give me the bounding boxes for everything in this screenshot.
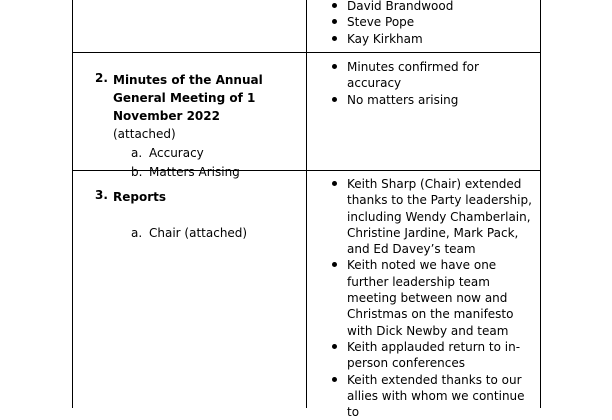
agenda-item-3	[113, 188, 303, 243]
table-border-left	[72, 0, 73, 408]
agenda-item-title: Minutes of the Annual General Meeting of 1 November 2022	[113, 73, 263, 123]
list-item: Keith noted we have one further leadership team meeting between now and Christmas on the manifesto with Dick Newby and team	[328, 257, 533, 338]
table-column-divider	[306, 0, 307, 408]
subitem-text: Accuracy	[149, 146, 204, 160]
agenda-item-2	[113, 71, 303, 182]
table-border-right	[540, 0, 541, 408]
subitem-label: b.	[131, 165, 143, 179]
attendee-list-cell	[328, 0, 533, 47]
subitem-text: Chair (attached)	[149, 226, 248, 240]
attendee-list	[328, 0, 533, 47]
item-2-notes	[328, 59, 533, 108]
agenda-subitems	[113, 144, 303, 182]
item-2-notes-cell	[328, 59, 533, 108]
list-item	[113, 144, 303, 163]
subitem-label: a.	[131, 146, 143, 160]
agenda-item-number: 3.	[95, 188, 108, 202]
list-item: Keith applauded return to in-person conferences	[328, 339, 533, 372]
agenda-subitems	[113, 224, 303, 243]
agenda-item-note: (attached)	[113, 127, 176, 141]
subitem-text: Matters Arising	[149, 165, 240, 179]
list-item	[113, 224, 303, 243]
list-item: Steve Pope	[328, 14, 533, 30]
agenda-item-number: 2.	[95, 71, 108, 85]
list-item	[113, 163, 303, 182]
subitem-label: a.	[131, 226, 143, 240]
list-item: Keith extended thanks to our allies with whom we continue to	[328, 372, 533, 420]
item-3-notes	[328, 176, 533, 420]
item-3-notes-cell	[328, 176, 533, 420]
list-item: No matters arising	[328, 92, 533, 108]
list-item: David Brandwood	[328, 0, 533, 14]
list-item: Minutes confirmed for accuracy	[328, 59, 533, 92]
list-item: Kay Kirkham	[328, 31, 533, 47]
row-divider-1	[72, 52, 541, 53]
agenda-item-title: Reports	[113, 190, 167, 204]
list-item: Keith Sharp (Chair) extended thanks to the Party leadership, including Wendy Chamberlain, Christine Jardine, Mark Pack, and Ed Davey’s team	[328, 176, 533, 257]
